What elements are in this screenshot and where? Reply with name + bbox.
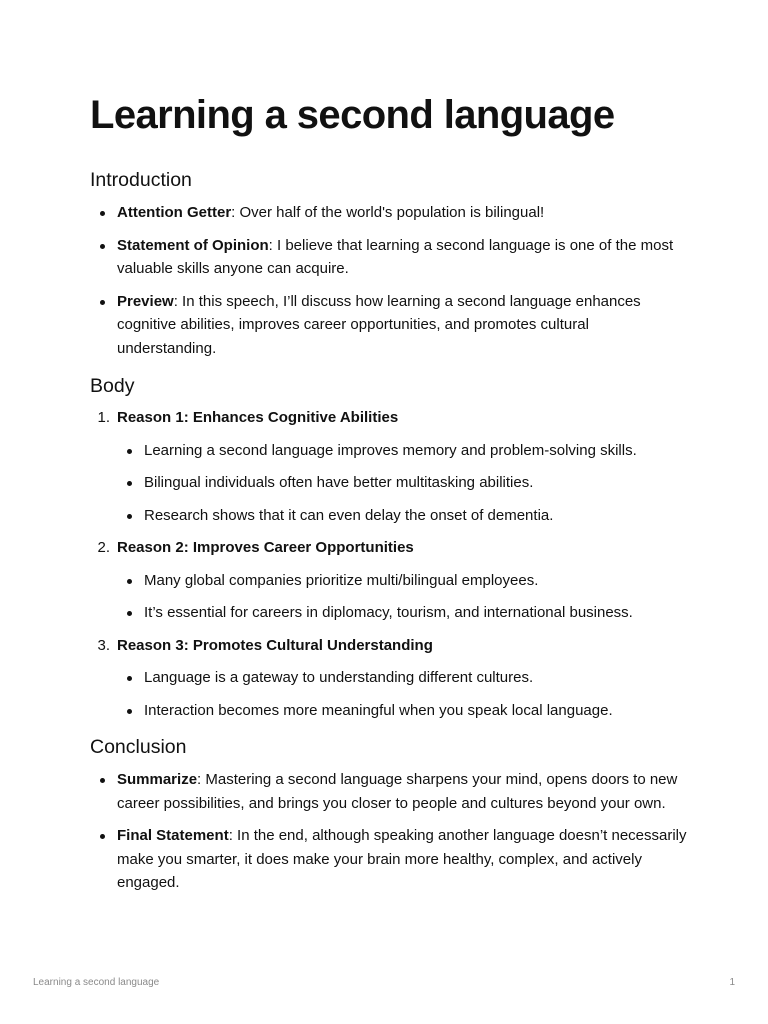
list-item: Learning a second language improves memory and problem-solving skills. (117, 439, 690, 463)
list-number: 2. (97, 539, 110, 556)
list-item (90, 824, 690, 895)
reason-title: Reason 1: Enhances Cognitive Abilities (117, 409, 399, 426)
list-item: It’s essential for careers in diplomacy, tourism, and international business. (117, 601, 690, 625)
introduction-list (90, 201, 690, 360)
introduction-heading: Introduction (90, 169, 192, 191)
reasons-list (90, 406, 690, 722)
conclusion-list (90, 768, 690, 895)
list-item: Language is a gateway to understanding different cultures. (117, 666, 690, 690)
footer-page-number: 1 (729, 977, 735, 988)
list-item: Bilingual individuals often have better multitasking abilities. (117, 471, 690, 495)
item-text: : Over half of the world's population is bilingual! (231, 204, 545, 221)
list-item (90, 290, 690, 361)
reason-points (117, 569, 690, 625)
conclusion-heading: Conclusion (90, 736, 187, 758)
reason-points (117, 666, 690, 722)
document-page (90, 92, 690, 895)
list-item (90, 768, 690, 815)
reason-points (117, 439, 690, 528)
list-item (90, 201, 690, 225)
item-label: Attention Getter (117, 204, 232, 221)
item-label: Statement of Opinion (117, 236, 269, 254)
list-number: 3. (97, 636, 110, 654)
item-text: : I believe that learning a second language is one of the most valuable skills anyone can acquire. (117, 236, 674, 277)
reason-title: Reason 2: Improves Career Opportunities (117, 539, 414, 556)
reason-item (90, 634, 690, 723)
list-item: Research shows that it can even delay the onset of dementia. (117, 504, 690, 528)
item-label: Final Statement (117, 827, 229, 844)
list-number: 1. (97, 409, 110, 426)
list-item (90, 234, 690, 281)
reason-item (90, 406, 690, 527)
reason-title: Reason 3: Promotes Cultural Understanding (117, 636, 433, 654)
item-text: : In this speech, I’ll discuss how learning a second language enhances cognitive abilities, improves career opportunities, and promotes cultural understanding. (117, 292, 641, 357)
page-title: Learning a second language (90, 93, 615, 137)
item-label: Summarize (117, 771, 198, 788)
item-text: : Mastering a second language sharpens your mind, opens doors to new career possibilities, and brings you closer to people and cultures beyond your own. (117, 771, 678, 812)
footer-document-title: Learning a second language (33, 977, 160, 988)
item-text: : In the end, although speaking another language doesn’t necessarily make you smarter, it does make your brain more healthy, complex, and actively engaged. (117, 827, 687, 891)
list-item: Interaction becomes more meaningful when you speak local language. (117, 699, 690, 723)
list-item: Many global companies prioritize multi/bilingual employees. (117, 569, 690, 593)
reason-item (90, 536, 690, 625)
item-label: Preview (117, 292, 174, 310)
body-heading: Body (90, 375, 135, 397)
